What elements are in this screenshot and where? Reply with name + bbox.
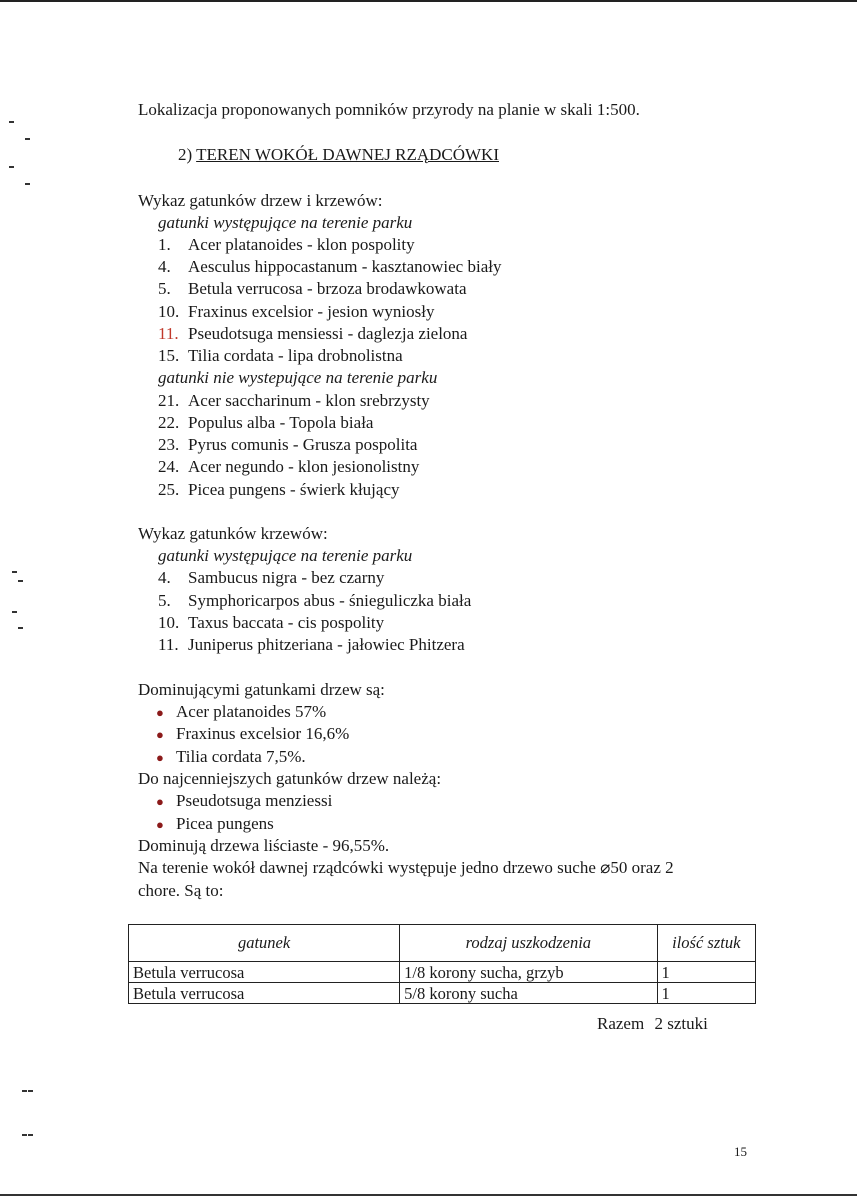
- list-item: [158, 323, 467, 345]
- bullet-icon: ●: [156, 727, 164, 742]
- item-number: 22.: [158, 413, 180, 432]
- column-header: gatunek: [129, 925, 400, 962]
- total-label: Razem: [597, 1014, 645, 1033]
- bullet-icon: ●: [156, 705, 164, 720]
- dead-trees-line: Na terenie wokół dawnej rządcówki występuje jedno drzewo suche ⌀50 oraz 2: [138, 858, 674, 877]
- section-heading: [178, 144, 499, 166]
- list-item: [158, 612, 384, 634]
- bullet-text: Fraxinus excelsior 16,6%: [176, 724, 350, 743]
- table-row: [129, 983, 756, 1004]
- item-number: 24.: [158, 457, 180, 476]
- bullet-item: [156, 723, 349, 746]
- item-number: 25.: [158, 480, 180, 499]
- list-item: [158, 479, 400, 501]
- list-item: [158, 234, 415, 256]
- item-text: Aesculus hippocastanum - kasztanowiec biały: [188, 257, 502, 276]
- section-title: TEREN WOKÓŁ DAWNEJ RZĄDCÓWKI: [196, 145, 499, 164]
- total-value: 2 sztuki: [654, 1014, 708, 1033]
- bullet-text: Pseudotsuga menziessi: [176, 791, 333, 810]
- list-item: [158, 390, 430, 412]
- scan-mark: [12, 611, 17, 613]
- table-row: [129, 962, 756, 983]
- table-cell: Betula verrucosa: [129, 983, 400, 1004]
- item-text: Tilia cordata - lipa drobnolistna: [188, 346, 403, 365]
- scan-mark: [18, 627, 23, 629]
- item-number: 10.: [158, 302, 180, 321]
- table-cell: 1/8 korony sucha, grzyb: [400, 962, 657, 983]
- scan-mark: [9, 166, 14, 168]
- item-number: 4.: [158, 568, 171, 587]
- trees-absent-label: gatunki nie wystepujące na terenie parku: [158, 368, 438, 387]
- item-text: Sambucus nigra - bez czarny: [188, 568, 385, 587]
- list-item: [158, 456, 419, 478]
- list-item: [158, 590, 471, 612]
- item-number: 11.: [158, 324, 179, 343]
- dominant-heading: Dominującymi gatunkami drzew są:: [138, 680, 385, 699]
- scan-bottom-border: [0, 1194, 857, 1196]
- section-number: 2): [178, 145, 193, 164]
- damage-table: [128, 924, 756, 1004]
- list-item: [158, 301, 434, 323]
- scan-mark: [12, 571, 17, 573]
- scan-mark: [28, 1134, 33, 1136]
- list-item: [158, 634, 465, 656]
- table-cell: 1: [657, 962, 755, 983]
- item-text: Juniperus phitzeriana - jałowiec Phitzera: [188, 635, 465, 654]
- dead-trees-line: chore. Są to:: [138, 881, 224, 900]
- item-text: Acer platanoides - klon pospolity: [188, 235, 415, 254]
- column-header: ilość sztuk: [657, 925, 755, 962]
- item-text: Acer negundo - klon jesionolistny: [188, 457, 420, 476]
- scan-mark: [22, 1134, 27, 1136]
- intro-line: Lokalizacja proponowanych pomników przyrody na planie w skali 1:500.: [138, 100, 640, 119]
- item-text: Symphoricarpos abus - śnieguliczka biała: [188, 591, 472, 610]
- scan-mark: [28, 1090, 33, 1092]
- bullet-text: Acer platanoides 57%: [176, 702, 327, 721]
- bullet-text: Tilia cordata 7,5%.: [176, 747, 306, 766]
- item-number: 4.: [158, 257, 171, 276]
- item-text: Fraxinus excelsior - jesion wyniosły: [188, 302, 435, 321]
- scan-top-border: [0, 0, 857, 2]
- trees-heading: Wykaz gatunków drzew i krzewów:: [138, 191, 383, 210]
- item-number: 11.: [158, 635, 179, 654]
- shrubs-present-label: gatunki występujące na terenie parku: [158, 546, 413, 565]
- scan-mark: [22, 1090, 27, 1092]
- column-header: rodzaj uszkodzenia: [400, 925, 657, 962]
- shrubs-heading: Wykaz gatunków krzewów:: [138, 524, 328, 543]
- trees-present-label: gatunki występujące na terenie parku: [158, 213, 413, 232]
- bullet-item: [156, 790, 332, 813]
- item-number: 23.: [158, 435, 180, 454]
- list-item: [158, 278, 466, 300]
- scan-mark: [9, 121, 14, 123]
- item-text: Populus alba - Topola biała: [188, 413, 374, 432]
- bullet-icon: ●: [156, 750, 164, 765]
- bullet-item: [156, 701, 326, 724]
- bullet-item: [156, 746, 306, 769]
- valuable-heading: Do najcenniejszych gatunków drzew należą:: [138, 769, 442, 788]
- bullet-item: [156, 813, 274, 836]
- item-number: 10.: [158, 613, 180, 632]
- scan-mark: [25, 183, 30, 185]
- item-text: Pseudotsuga mensiessi - daglezja zielona: [188, 324, 468, 343]
- item-text: Picea pungens - świerk kłujący: [188, 480, 400, 499]
- bullet-icon: ●: [156, 817, 164, 832]
- table-cell: 1: [657, 983, 755, 1004]
- list-item: [158, 345, 403, 367]
- item-number: 15.: [158, 346, 180, 365]
- bullet-icon: ●: [156, 794, 164, 809]
- scan-mark: [18, 580, 23, 582]
- list-item: [158, 434, 417, 456]
- bullet-text: Picea pungens: [176, 814, 274, 833]
- item-text: Taxus baccata - cis pospolity: [188, 613, 385, 632]
- scan-mark: [25, 138, 30, 140]
- table-cell: Betula verrucosa: [129, 962, 400, 983]
- item-text: Betula verrucosa - brzoza brodawkowata: [188, 279, 467, 298]
- table-header-row: [129, 925, 756, 962]
- list-item: [158, 256, 501, 278]
- list-item: [158, 567, 384, 589]
- deciduous-line: Dominują drzewa liściaste - 96,55%.: [138, 836, 390, 855]
- item-text: Acer saccharinum - klon srebrzysty: [188, 391, 430, 410]
- item-number: 5.: [158, 279, 171, 298]
- item-number: 5.: [158, 591, 171, 610]
- item-text: Pyrus comunis - Grusza pospolita: [188, 435, 418, 454]
- list-item: [158, 412, 373, 434]
- page-number: 15: [734, 1144, 747, 1159]
- table-cell: 5/8 korony sucha: [400, 983, 657, 1004]
- item-number: 21.: [158, 391, 180, 410]
- table-total: [597, 1013, 708, 1035]
- item-number: 1.: [158, 235, 171, 254]
